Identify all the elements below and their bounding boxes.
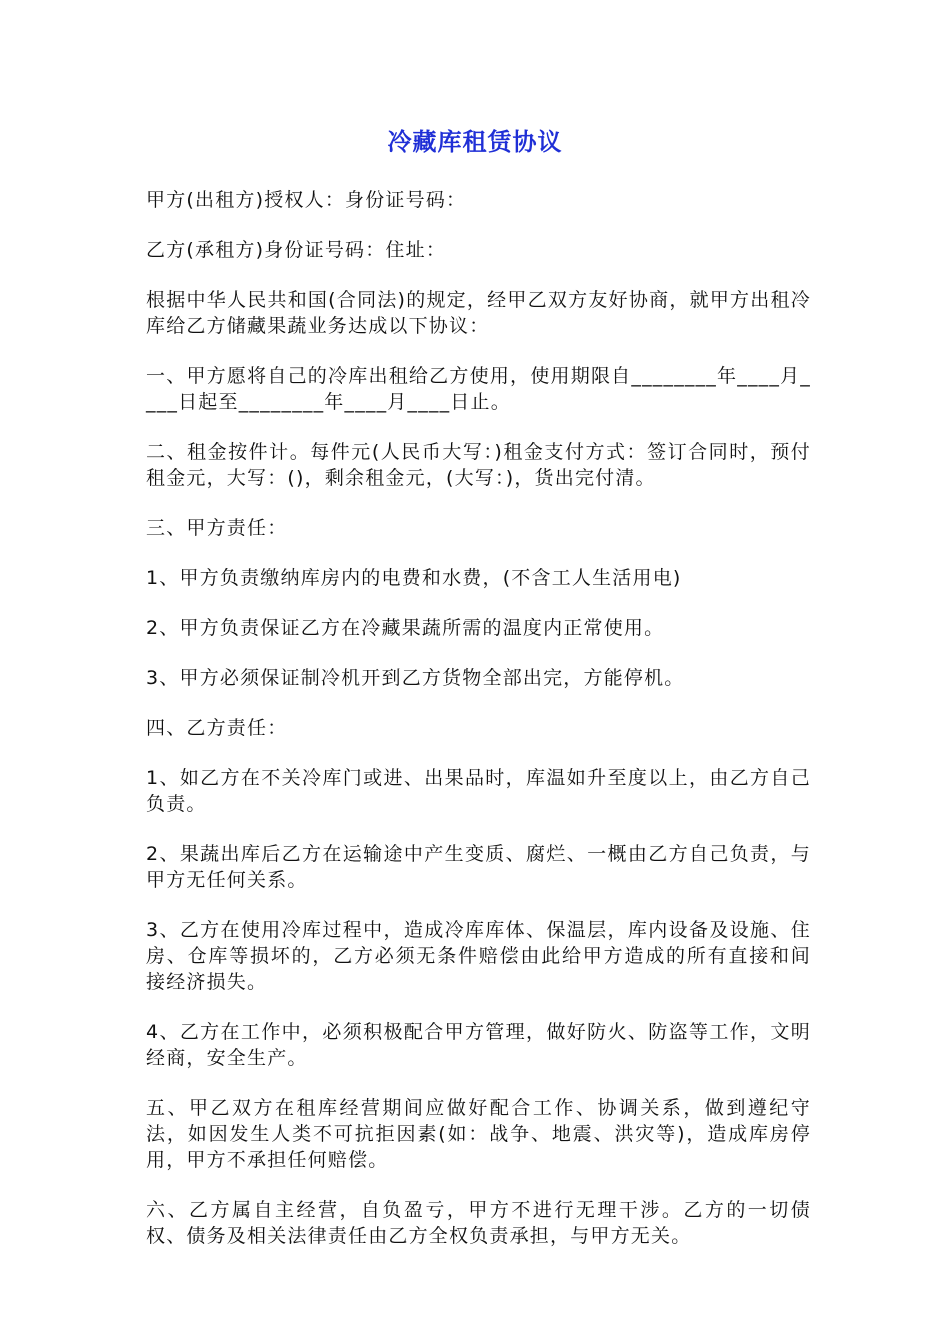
clause-5: 五、甲乙双方在租库经营期间应做好配合工作、协调关系，做到遵纪守法，如因发生人类不可抗拒因素(如：战争、地震、洪灾等)，造成库房停用，甲方不承担任何赔偿。: [146, 1097, 811, 1171]
clause-3-heading: 三、甲方责任：: [146, 517, 288, 539]
clause-3-item-3: 3、甲方必须保证制冷机开到乙方货物全部出完，方能停机。: [146, 667, 685, 689]
clause-3-item-1: 1、甲方负责缴纳库房内的电费和水费，(不含工人生活用电): [146, 567, 682, 589]
clause-4-item-4: 4、乙方在工作中，必须积极配合甲方管理，做好防火、防盗等工作，文明经商，安全生产。: [146, 1021, 811, 1069]
clause-4-heading: 四、乙方责任：: [146, 717, 288, 739]
preamble-paragraph: 根据中华人民共和国(合同法)的规定，经甲乙双方友好协商，就甲方出租冷库给乙方储藏果蔬业务达成以下协议：: [146, 289, 811, 337]
document-title: 冷藏库租赁协议: [387, 128, 563, 156]
clause-4-item-3: 3、乙方在使用冷库过程中，造成冷库库体、保温层，库内设备及设施、住房、仓库等损坏的，乙方必须无条件赔偿由此给甲方造成的所有直接和间接经济损失。: [146, 919, 811, 993]
clause-4-item-1: 1、如乙方在不关冷库门或进、出果品时，库温如升至度以上，由乙方自己负责。: [146, 767, 811, 815]
clause-6: 六、乙方属自主经营，自负盈亏，甲方不进行无理干涉。乙方的一切债权、债务及相关法律责任由乙方全权负责承担，与甲方无关。: [146, 1199, 811, 1247]
document-body: [146, 187, 811, 1273]
clause-1: 一、甲方愿将自己的冷库出租给乙方使用，使用期限自________年____月____日起至________年____月____日止。: [146, 365, 811, 413]
party-a-line: 甲方(出租方)授权人：身份证号码：: [146, 189, 467, 211]
party-b-line: 乙方(承租方)身份证号码：住址：: [146, 239, 447, 261]
clause-2: 二、租金按件计。每件元(人民币大写：)租金支付方式：签订合同时，预付租金元，大写：()，剩余租金元，(大写：)，货出完付清。: [146, 441, 811, 489]
clause-3-item-2: 2、甲方负责保证乙方在冷藏果蔬所需的温度内正常使用。: [146, 617, 665, 639]
clause-4-item-2: 2、果蔬出库后乙方在运输途中产生变质、腐烂、一概由乙方自己负责，与甲方无任何关系。: [146, 843, 811, 891]
